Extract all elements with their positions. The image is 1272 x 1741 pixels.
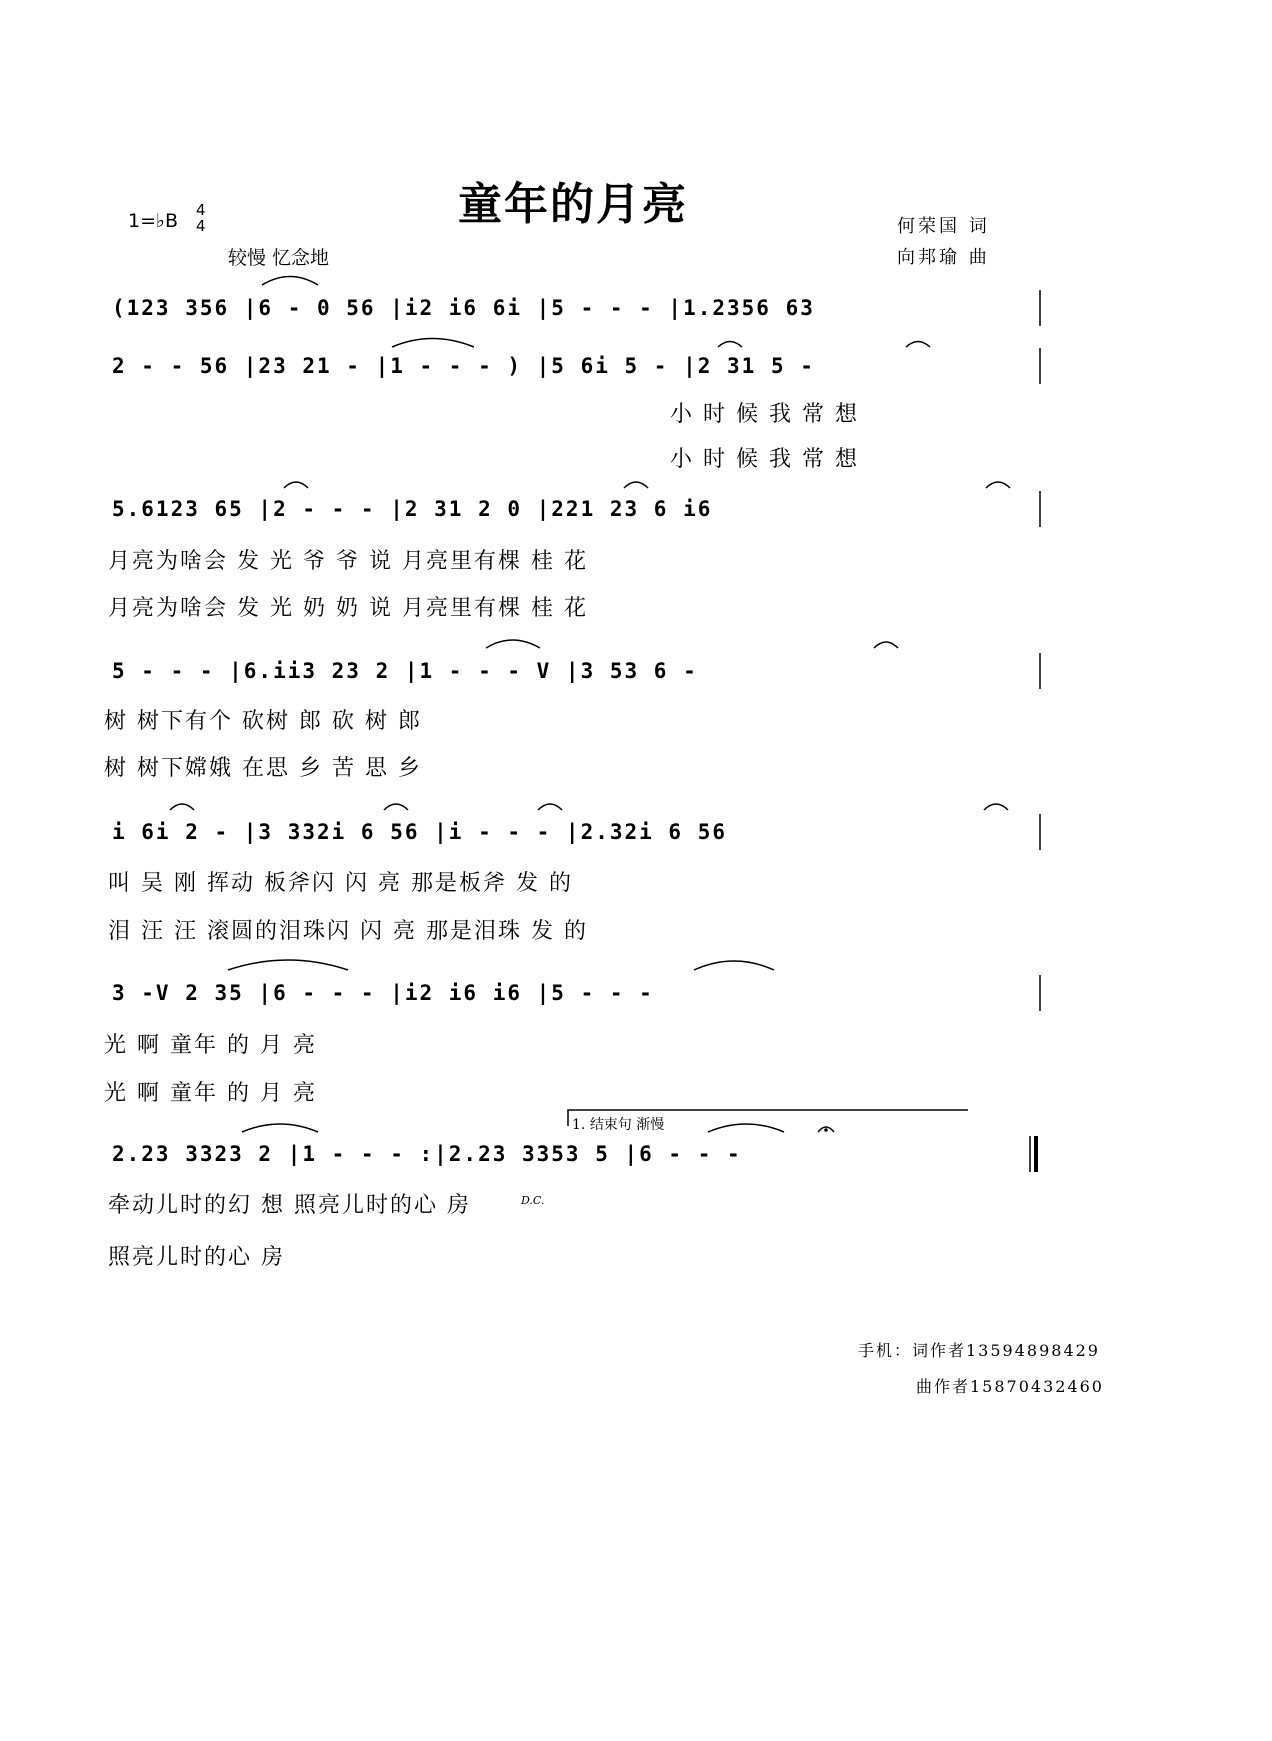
lyric-row-7-verse-2: 照亮儿时的心 房: [108, 1245, 285, 1270]
fermata: [818, 1127, 834, 1132]
lyric-row-4-verse-1: 树 树下有个 砍树 郎 砍 树 郎: [104, 709, 422, 734]
slur: [170, 804, 194, 810]
slur: [718, 342, 742, 348]
slur: [262, 277, 318, 286]
notation-row-6: 3 -V 2 35 |6 - - - |i2 i6 i6 |5 - - -: [112, 981, 654, 1005]
lyric-row-2-verse-2: 小 时 候 我 常 想: [670, 447, 859, 472]
notation-row-7: 2.23 3323 2 |1 - - - :|2.23 3353 5 |6 - - -: [112, 1142, 742, 1166]
lyric-row-3-verse-2: 月亮为啥会 发 光 奶 奶 说 月亮里有棵 桂 花: [108, 596, 588, 621]
lyricist-credit: 何荣国 词: [897, 216, 990, 237]
tempo-marking: 较慢 忆念地: [228, 247, 330, 269]
key-signature: [128, 210, 178, 232]
lyric-row-5-verse-1: 叫 吴 刚 挥动 板斧闪 闪 亮 那是板斧 发 的: [108, 871, 573, 896]
lyric-row-5-verse-2: 泪 汪 汪 滚圆的泪珠闪 闪 亮 那是泪珠 发 的: [108, 919, 588, 944]
fermata-dot: [824, 1128, 828, 1132]
composer-credit: 向邦瑜 曲: [897, 247, 990, 268]
slur: [986, 482, 1010, 488]
ending-bracket-label: [572, 1114, 664, 1134]
slur: [874, 642, 898, 648]
slur: [624, 482, 648, 488]
lyric-row-4-verse-2: 树 树下嫦娥 在思 乡 苦 思 乡: [104, 756, 422, 781]
contact-composer: 曲作者15870432460: [916, 1377, 1104, 1396]
dc-marking: D.C.: [521, 1194, 545, 1207]
notation-row-2: 2 - - 56 |23 21 - |1 - - - ) |5 6i 5 - |2 31 5 -: [112, 354, 815, 378]
slur: [384, 804, 408, 810]
slur: [486, 640, 540, 648]
notation-row-5: i 6i 2 - |3 332i 6 56 |i - - - |2.32i 6 56: [112, 820, 728, 844]
song-title: 童年的月亮: [458, 179, 688, 230]
slur: [392, 339, 474, 348]
slur: [708, 1124, 784, 1132]
ending-text: 结束句 渐慢: [589, 1117, 665, 1133]
slur: [906, 342, 930, 348]
slur: [242, 1124, 318, 1132]
notation-row-1: (123 356 |6 - 0 56 |i2 i6 6i |5 - - - |1.2356 63: [112, 296, 815, 320]
ending-number: 1.: [572, 1117, 586, 1133]
lyric-row-6-verse-1: 光 啊 童年 的 月 亮: [104, 1033, 317, 1058]
slur: [228, 960, 348, 970]
lyric-row-7-verse-1: 牵动儿时的幻 想 照亮儿时的心 房: [108, 1193, 471, 1218]
notation-row-4: 5 - - - |6.ii3 23 2 |1 - - - V |3 53 6 -: [112, 659, 698, 683]
slur: [538, 804, 562, 810]
contact-lyricist: 手机：词作者13594898429: [858, 1341, 1100, 1360]
time-sig-bottom: 4: [196, 217, 206, 235]
time-sig-top: 4: [196, 201, 206, 219]
lyric-row-3-verse-1: 月亮为啥会 发 光 爷 爷 说 月亮里有棵 桂 花: [108, 549, 588, 574]
notation-row-3: 5.6123 65 |2 - - - |2 31 2 0 |221 23 6 i6: [112, 497, 713, 521]
key-label: 1=♭B: [128, 210, 179, 232]
lyric-row-6-verse-2: 光 啊 童年 的 月 亮: [104, 1081, 317, 1106]
slur: [984, 804, 1008, 810]
slur: [694, 961, 774, 970]
lyric-row-2-verse-1: 小 时 候 我 常 想: [670, 402, 859, 427]
time-signature: [196, 202, 206, 234]
slur: [284, 482, 308, 488]
